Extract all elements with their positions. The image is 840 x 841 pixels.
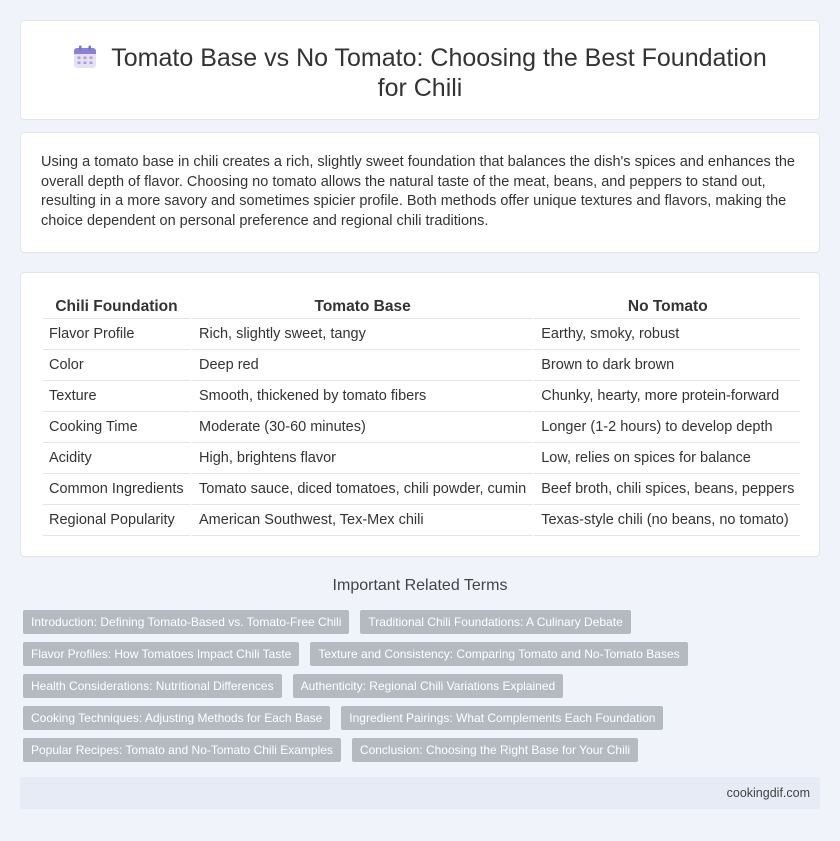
- table-row: [43, 443, 800, 474]
- header-chili-foundation: Chili Foundation: [43, 295, 190, 319]
- calendar-icon: [73, 45, 97, 69]
- intro-card: [20, 132, 820, 253]
- site-name[interactable]: cookingdif.com: [726, 786, 810, 800]
- related-terms-heading: Important Related Terms: [332, 577, 508, 594]
- related-term-tag[interactable]: Authenticity: Regional Chili Variations Explained: [293, 674, 564, 698]
- no-tomato-cell: Earthy, smoky, robust: [532, 319, 800, 350]
- no-tomato-cell: Brown to dark brown: [532, 350, 800, 381]
- related-terms-list: [23, 610, 813, 770]
- title-card: [20, 20, 820, 120]
- table-row: [43, 474, 800, 505]
- page-title: Tomato Base vs No Tomato: Choosing the Best Foundation for Chili: [111, 44, 767, 102]
- no-tomato-cell: Beef broth, chili spices, beans, peppers: [532, 474, 800, 505]
- tag-row: [23, 674, 813, 706]
- related-term-tag[interactable]: Health Considerations: Nutritional Differences: [23, 674, 282, 698]
- tomato-base-cell: Moderate (30-60 minutes): [190, 412, 532, 443]
- intro-paragraph: Using a tomato base in chili creates a rich, slightly sweet foundation that balances the dish's spices and enhances the overall depth of flavor. Choosing no tomato allows the natural taste of the meat, beans, and peppers to stand out, resulting in a more savory and sometimes spicier profile. Both methods offer unique textures and flavors, making the choice dependent on personal preference and regional chili traditions.: [41, 154, 795, 229]
- row-label: Color: [43, 350, 190, 381]
- tomato-base-cell: American Southwest, Tex-Mex chili: [190, 505, 532, 536]
- tag-row: [23, 706, 813, 738]
- tomato-base-cell: Rich, slightly sweet, tangy: [190, 319, 532, 350]
- related-term-tag[interactable]: Traditional Chili Foundations: A Culinary Debate: [360, 610, 630, 634]
- tomato-base-cell: Smooth, thickened by tomato fibers: [190, 381, 532, 412]
- page-title-row: [61, 43, 779, 103]
- tag-row: [23, 610, 813, 642]
- related-term-tag[interactable]: Cooking Techniques: Adjusting Methods for Each Base: [23, 706, 330, 730]
- related-term-tag[interactable]: Flavor Profiles: How Tomatoes Impact Chili Taste: [23, 642, 299, 666]
- related-term-tag[interactable]: Texture and Consistency: Comparing Tomato and No-Tomato Bases: [310, 642, 687, 666]
- tag-row: [23, 642, 813, 674]
- table-header-row: [43, 295, 800, 319]
- table-row: [43, 505, 800, 536]
- tomato-base-cell: High, brightens flavor: [190, 443, 532, 474]
- row-label: Acidity: [43, 443, 190, 474]
- table-row: [43, 350, 800, 381]
- related-term-tag[interactable]: Popular Recipes: Tomato and No-Tomato Chili Examples: [23, 738, 341, 762]
- tomato-base-cell: Deep red: [190, 350, 532, 381]
- row-label: Flavor Profile: [43, 319, 190, 350]
- comparison-table: [43, 295, 800, 536]
- footer: [20, 777, 820, 809]
- related-term-tag[interactable]: Conclusion: Choosing the Right Base for Your Chili: [352, 738, 638, 762]
- tomato-base-cell: Tomato sauce, diced tomatoes, chili powder, cumin: [190, 474, 532, 505]
- tag-row: [23, 738, 813, 770]
- table-row: [43, 319, 800, 350]
- table-row: [43, 381, 800, 412]
- related-term-tag[interactable]: Introduction: Defining Tomato-Based vs. Tomato-Free Chili: [23, 610, 349, 634]
- row-label: Common Ingredients: [43, 474, 190, 505]
- no-tomato-cell: Chunky, hearty, more protein-forward: [532, 381, 800, 412]
- no-tomato-cell: Longer (1-2 hours) to develop depth: [532, 412, 800, 443]
- no-tomato-cell: Texas-style chili (no beans, no tomato): [532, 505, 800, 536]
- row-label: Texture: [43, 381, 190, 412]
- table-row: [43, 412, 800, 443]
- row-label: Regional Popularity: [43, 505, 190, 536]
- related-term-tag[interactable]: Ingredient Pairings: What Complements Each Foundation: [341, 706, 663, 730]
- header-tomato-base: Tomato Base: [190, 295, 532, 319]
- comparison-card: [20, 272, 820, 557]
- header-no-tomato: No Tomato: [532, 295, 800, 319]
- row-label: Cooking Time: [43, 412, 190, 443]
- no-tomato-cell: Low, relies on spices for balance: [532, 443, 800, 474]
